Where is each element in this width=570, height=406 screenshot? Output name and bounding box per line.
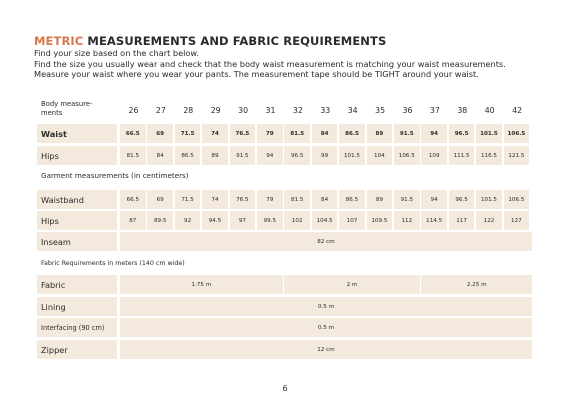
intro-text bbox=[34, 48, 506, 80]
size-header-36: 36 bbox=[402, 106, 413, 115]
waistband-row-cell: 74 bbox=[202, 190, 228, 209]
waistband-row-cell: 106.5 bbox=[504, 190, 530, 209]
interfacing-value: 0.5 m bbox=[120, 318, 532, 337]
waist-row bbox=[37, 124, 532, 143]
hips-row-cell: 94 bbox=[257, 146, 283, 165]
waistband-row-cell: 94 bbox=[421, 190, 447, 209]
hips-row-cell: 109 bbox=[421, 146, 447, 165]
waistband-row-cell: 79 bbox=[257, 190, 283, 209]
garment-hips-row-cell: 99.5 bbox=[257, 211, 283, 230]
hips-row-cell: 104 bbox=[367, 146, 393, 165]
fabric-value: 2.25 m bbox=[421, 275, 532, 294]
hips-row-cell: 121.5 bbox=[504, 146, 530, 165]
waist-row-cell: 81.5 bbox=[284, 124, 310, 143]
size-header-26: 26 bbox=[128, 106, 139, 115]
inseam-value: 82 cm bbox=[120, 232, 532, 251]
waist-row-cell: 71.5 bbox=[175, 124, 201, 143]
lining-row-label: Lining bbox=[37, 297, 117, 316]
garment-hips-row-cell: 89.5 bbox=[147, 211, 173, 230]
waistband-row-label: Waistband bbox=[37, 190, 117, 209]
hips-row-cell: 116.5 bbox=[476, 146, 502, 165]
zipper-value: 12 cm bbox=[120, 340, 532, 359]
garment-hips-row-cell: 109.5 bbox=[367, 211, 393, 230]
waist-row-cell: 79 bbox=[257, 124, 283, 143]
waistband-row-cell: 69 bbox=[147, 190, 173, 209]
waistband-row-cell: 89 bbox=[367, 190, 393, 209]
garment-hips-row-cell: 122 bbox=[476, 211, 502, 230]
hips-row-cell: 99 bbox=[312, 146, 338, 165]
waist-row-label: Waist bbox=[37, 124, 117, 143]
waist-row-cell: 76.5 bbox=[230, 124, 256, 143]
garment-hips-row-cell: 107 bbox=[339, 211, 365, 230]
fabric-value: 2 m bbox=[284, 275, 419, 294]
garment-hips-row-label: Hips bbox=[37, 211, 117, 230]
waistband-row-cell: 86.5 bbox=[339, 190, 365, 209]
lining-value: 0.5 m bbox=[120, 297, 532, 316]
waistband-row-cell: 81.5 bbox=[284, 190, 310, 209]
waist-row-cell: 91.5 bbox=[394, 124, 420, 143]
size-header-38: 38 bbox=[457, 106, 468, 115]
fabric-row bbox=[37, 275, 532, 294]
waist-row-cell: 86.5 bbox=[339, 124, 365, 143]
waist-row-cell: 89 bbox=[367, 124, 393, 143]
interfacing-row-label: Interfacing (90 cm) bbox=[37, 318, 117, 337]
zipper-row bbox=[37, 340, 532, 359]
garment-hips-row-cell: 104.5 bbox=[312, 211, 338, 230]
hips-row-cell: 89 bbox=[202, 146, 228, 165]
garment-hips-row-cell: 94.5 bbox=[202, 211, 228, 230]
zipper-row-label: Zipper bbox=[37, 340, 117, 359]
waist-row-cell: 96.5 bbox=[449, 124, 475, 143]
size-header-35: 35 bbox=[375, 106, 386, 115]
title-rest: MEASUREMENTS AND FABRIC REQUIREMENTS bbox=[83, 34, 387, 48]
size-header-row bbox=[37, 100, 532, 122]
size-header-34: 34 bbox=[347, 106, 358, 115]
inseam-row-label: Inseam bbox=[37, 232, 117, 251]
waist-row-cell: 106.5 bbox=[504, 124, 530, 143]
waistband-row bbox=[37, 190, 532, 209]
garment-hips-row-cell: 117 bbox=[449, 211, 475, 230]
garment-hips-row-cell: 92 bbox=[175, 211, 201, 230]
size-header-29: 29 bbox=[210, 106, 221, 115]
hips-row-cell: 106.5 bbox=[394, 146, 420, 165]
garment-hips-row-cell: 97 bbox=[230, 211, 256, 230]
hips-row-cell: 111.5 bbox=[449, 146, 475, 165]
garment-hips-row-cell: 102 bbox=[284, 211, 310, 230]
hips-row-cell: 84 bbox=[147, 146, 173, 165]
intro-line: Find the size you usually wear and check that the body waist measurement is matching your waist measurements. bbox=[34, 58, 506, 69]
waistband-row-cell: 76.5 bbox=[230, 190, 256, 209]
waist-row-cell: 101.5 bbox=[476, 124, 502, 143]
size-header-27: 27 bbox=[155, 106, 166, 115]
waistband-row-cell: 91.5 bbox=[394, 190, 420, 209]
garment-hips-row-cell: 112 bbox=[394, 211, 420, 230]
hips-row-cell: 81.5 bbox=[120, 146, 146, 165]
fabric-value: 1.75 m bbox=[120, 275, 283, 294]
page-number: 6 bbox=[282, 384, 288, 393]
page-title bbox=[34, 34, 386, 48]
interfacing-row bbox=[37, 318, 532, 337]
size-header-33: 33 bbox=[320, 106, 331, 115]
waist-row-cell: 74 bbox=[202, 124, 228, 143]
garment-hips-row-cell: 87 bbox=[120, 211, 146, 230]
hips-row-cell: 101.5 bbox=[339, 146, 365, 165]
waist-row-cell: 66.5 bbox=[120, 124, 146, 143]
waistband-row-cell: 66.5 bbox=[120, 190, 146, 209]
hips-row-cell: 96.5 bbox=[284, 146, 310, 165]
size-header-28: 28 bbox=[183, 106, 194, 115]
size-header-30: 30 bbox=[238, 106, 249, 115]
hips-row bbox=[37, 146, 532, 165]
garment-hips-row bbox=[37, 211, 532, 230]
waistband-row-cell: 96.5 bbox=[449, 190, 475, 209]
garment-heading: Garment measurements (in centimeters) bbox=[41, 171, 189, 180]
waist-row-cell: 84 bbox=[312, 124, 338, 143]
size-header-32: 32 bbox=[292, 106, 303, 115]
hips-row-cell: 91.5 bbox=[230, 146, 256, 165]
intro-line: Find your size based on the chart below. bbox=[34, 48, 199, 58]
fabric-heading: Fabric Requirements in meters (140 cm wide) bbox=[41, 260, 185, 267]
waistband-row-cell: 84 bbox=[312, 190, 338, 209]
body-measurements-label: Body measure-ments bbox=[41, 100, 93, 117]
waistband-row-cell: 71.5 bbox=[175, 190, 201, 209]
lining-row bbox=[37, 297, 532, 316]
hips-row-cell: 86.5 bbox=[175, 146, 201, 165]
size-header-40: 40 bbox=[484, 106, 495, 115]
intro-line: Measure your waist where you wear your pants. The measurement tape should be TIGHT around your waist. bbox=[34, 69, 479, 80]
hips-row-label: Hips bbox=[37, 146, 117, 165]
waist-row-cell: 94 bbox=[421, 124, 447, 143]
waist-row-cell: 69 bbox=[147, 124, 173, 143]
inseam-row bbox=[37, 232, 532, 251]
size-header-37: 37 bbox=[429, 106, 440, 115]
garment-hips-row-cell: 114.5 bbox=[421, 211, 447, 230]
size-header-42: 42 bbox=[512, 106, 523, 115]
waistband-row-cell: 101.5 bbox=[476, 190, 502, 209]
size-header-31: 31 bbox=[265, 106, 276, 115]
garment-hips-row-cell: 127 bbox=[504, 211, 530, 230]
fabric-row-label: Fabric bbox=[37, 275, 117, 294]
title-accent: METRIC bbox=[34, 34, 84, 48]
